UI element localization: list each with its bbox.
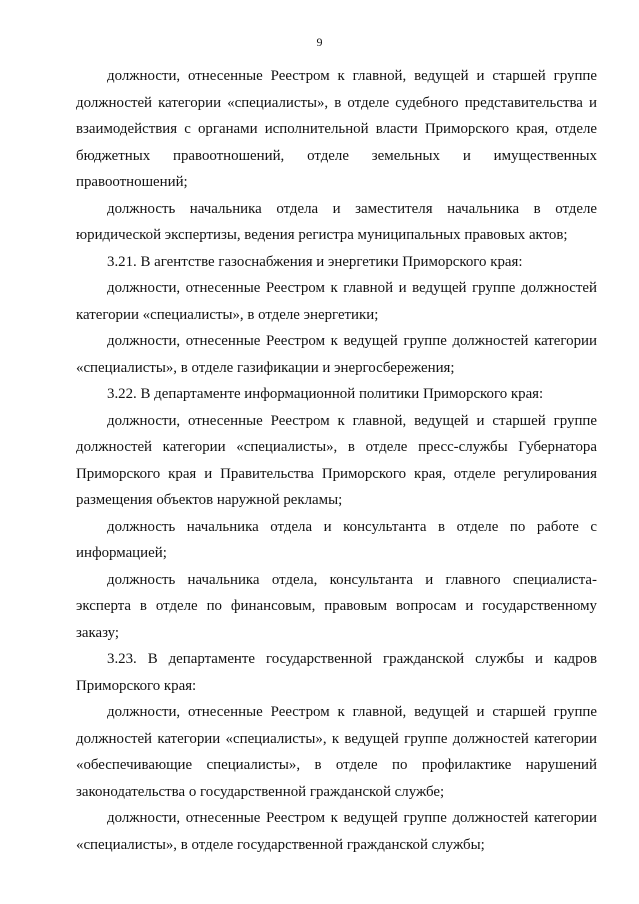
paragraph: должности, отнесенные Реестром к главной, ведущей и старшей группе должностей категории «специалисты», к ведущей группе должностей категории «обеспечивающие специалисты», в отделе по профилактике нарушений законодательства о государственной гражданской службе; — [76, 704, 597, 800]
paragraph: должности, отнесенные Реестром к главной, ведущей и старшей группе должностей категории «специалисты», в отделе судебного представительства и взаимодействия с органами исполнительной власти Приморского края, отделе бюджетных правоотношений, отделе земельных и имущественных правоотношений; — [76, 68, 597, 190]
paragraph: должность начальника отдела и заместителя начальника в отделе юридической экспертизы, ведения регистра муниципальных правовых актов; — [76, 200, 597, 243]
section-heading-3-21: 3.21. В агентстве газоснабжения и энергетики Приморского края: — [107, 253, 523, 270]
paragraph: должности, отнесенные Реестром к ведущей группе должностей категории «специалисты», в отделе государственной гражданской службы; — [76, 810, 597, 853]
page-number: 9 — [316, 35, 323, 49]
paragraph: должность начальника отдела и консультанта в отделе по работе с информацией; — [76, 518, 597, 561]
paragraph: должность начальника отдела, консультанта и главного специалиста-эксперта в отделе по финансовым, правовым вопросам и государственному заказу; — [76, 571, 597, 641]
section-heading-3-22: 3.22. В департаменте информационной политики Приморского края: — [107, 386, 544, 402]
paragraph: должности, отнесенные Реестром к ведущей группе должностей категории «специалисты», в отделе газификации и энергосбережения; — [76, 333, 597, 376]
document-body — [76, 63, 597, 858]
paragraph: должности, отнесенные Реестром к главной, ведущей и старшей группе должностей категории «специалисты», в отделе пресс-службы Губернатора Приморского края и Правительства Приморского края, отделе регулирования размещения объектов наружной рекламы; — [76, 412, 597, 508]
section-heading-3-23: 3.23. В департаменте государственной гражданской службы и кадров Приморского края: — [76, 651, 597, 694]
paragraph: должности, отнесенные Реестром к главной и ведущей группе должностей категории «специалисты», в отделе энергетики; — [76, 280, 597, 323]
